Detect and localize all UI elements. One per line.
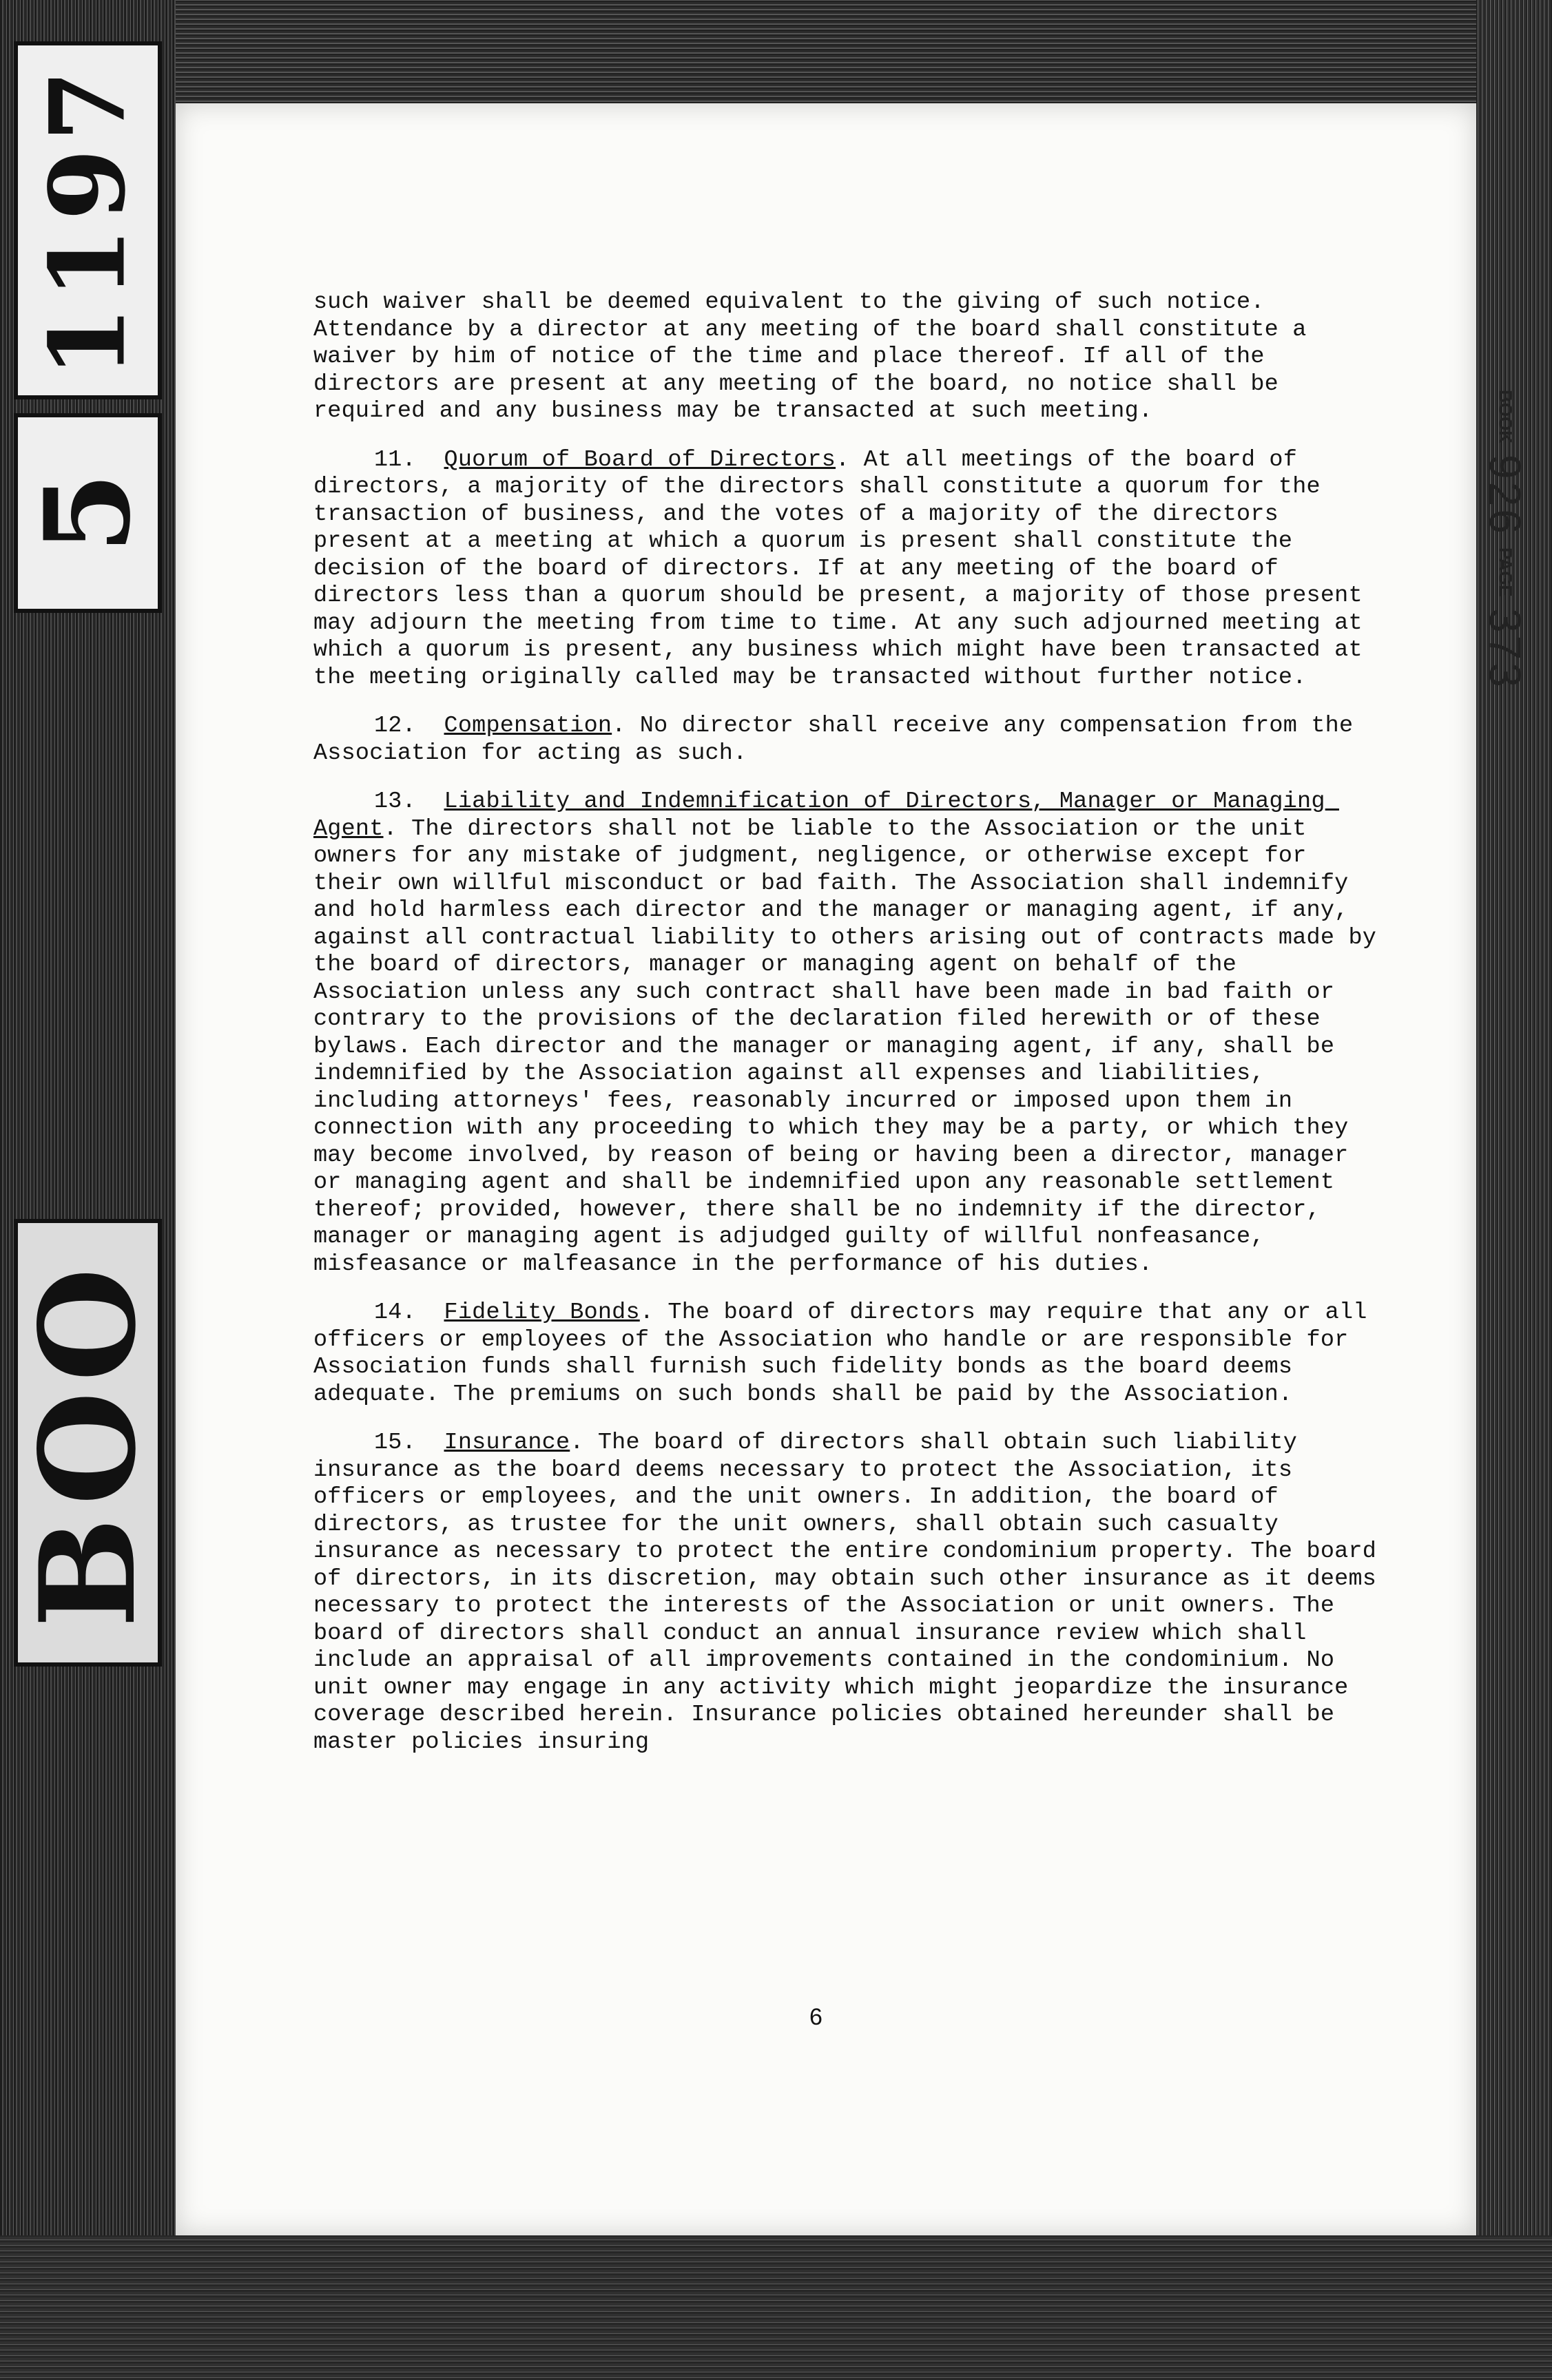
continued-paragraph: such waiver shall be deemed equivalent to the giving of such notice. Attendance by a director at any meeting of the board shall constitute a waiver by him of notice of the time and place thereof. If all of the directors are present at any meeting of the board, no notice shall be required and any business may be transacted at such meeting.	[313, 289, 1321, 424]
section-body: . No director shall receive any compensation from the Association for acting as such.	[313, 713, 1367, 766]
section-number: 11.	[374, 446, 416, 473]
section-14	[313, 1299, 1388, 1408]
recording-stamp-number: 5	[14, 413, 162, 613]
section-number: 12.	[374, 713, 416, 739]
section-body: . The directors shall not be liable to the Association or the unit owners for any mistake of judgment, negligence, or otherwise except for their own willful misconduct or bad faith. The Association shall indemnify and hold harmless each director and the manager or managing agent, if any, against all contractual liability to others arising out of contracts made by the board of directors, manager or managing agent on behalf of the Association unless any such contract shall have been made in bad faith or contrary to the provisions of the declaration filed herewith or of these bylaws. Each director and the manager or managing agent, if any, shall be indemnified by the Association against all expenses and liabilities, including attorneys' fees, reasonably incurred or imposed upon them in connection with any proceeding to which they may be a party, or which they may become involved, by reason of being or having been a director, manager or managing agent and shall be indemnified upon any reasonable settlement thereof; provided, however, there shall be no indemnity if the director, manager or managing agent is adjudged guilty of willful nonfeasance, misfeasance or malfeasance in the performance of his duties.	[313, 815, 1391, 1277]
page-number: 6	[809, 2004, 822, 2030]
book-page-reference	[1474, 386, 1536, 744]
section-heading: Fidelity Bonds	[444, 1299, 640, 1326]
section-body: . At all meetings of the board of directors, a majority of the directors shall constitute a quorum for the transaction of business, and the votes of a majority of the directors present at a meeting at which a quorum is present shall constitute the decision of the board of directors. If at any meeting of the board of directors less than a quorum should be present, a majority of those present may adjourn the meeting from time to time. At any such adjourned meeting at which a quorum is present, any business which might have been transacted at the meeting originally called may be transacted without further notice.	[313, 446, 1377, 691]
book-number: 926	[1480, 455, 1530, 536]
section-number: 14.	[374, 1299, 416, 1326]
section-heading: Compensation	[444, 713, 612, 739]
scan-border-right	[1476, 0, 1552, 2380]
section-heading: Liability and Indemnification of Directors, Manager or Managing Agent	[313, 789, 1339, 842]
section-15	[313, 1430, 1391, 1756]
section-11	[313, 447, 1388, 692]
section-13	[313, 789, 1391, 1278]
document-page	[176, 103, 1530, 2235]
scan-border-bottom	[0, 2235, 1552, 2380]
document-body	[313, 289, 1391, 1777]
section-heading: Quorum of Board of Directors	[444, 446, 836, 473]
section-heading: Insurance	[444, 1430, 570, 1456]
section-body: . The board of directors may require that any or all officers or employees of the Association who handle or are responsible for Association funds shall furnish such fidelity bonds as the board deems adequate. The premiums on such bonds shall be paid by the Association.	[313, 1299, 1381, 1408]
section-number: 15.	[374, 1430, 416, 1456]
scan-border-top	[0, 0, 1552, 103]
section-body: . The board of directors shall obtain such liability insurance as the board deems necessary to protect the Association, its officers or employees, and the unit owners. In addition, the board of directors, as trustee for the unit owners, shall obtain such casualty insurance as necessary to protect the entire condominium property. The board of directors, in its discretion, may obtain such other insurance as it deems necessary to protect the interests of the Association or unit owners. The board of directors shall conduct an annual insurance review which shall include an appraisal of all improvements contained in the condominium. No unit owner may engage in any activity which might jeopardize the insurance coverage described herein. Insurance policies obtained hereunder shall be master policies insuring	[313, 1430, 1391, 1755]
page-label: PAGE	[1495, 547, 1516, 597]
page-ref-number: 373	[1480, 607, 1530, 690]
section-number: 13.	[374, 789, 416, 815]
recording-stamp-year: 1197	[14, 41, 162, 399]
section-12	[313, 713, 1388, 767]
book-label: BOOK	[1495, 390, 1516, 443]
recording-stamp-book: BOO	[14, 1219, 162, 1667]
